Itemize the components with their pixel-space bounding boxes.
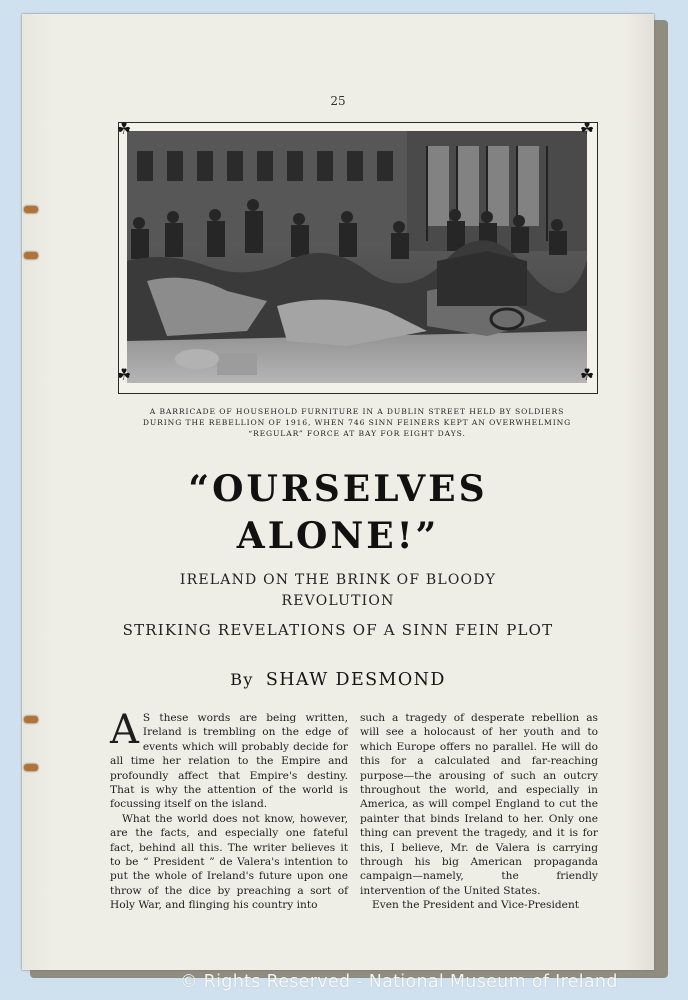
shamrock-icon-top-left: ☘ xyxy=(116,119,132,138)
headline-line-1: “OURSELVES xyxy=(188,468,488,510)
staple-hole-3 xyxy=(24,716,38,723)
subheading-line: IRELAND ON THE BRINK OF BLOODY xyxy=(179,572,497,588)
paragraph xyxy=(110,707,348,812)
paragraph: such a tragedy of desperate rebellion as will see a holocaust of her youth and to which Europe offers no parallel. He will do this for a calculated and far-reaching purpose—the arousing of such an outcry throughout the world, and especially in America, as will compel England to cut the painter that binds Ireland to her. Only one thing can prevent the tragedy, and it is for this, I believe, Mr. de Valera is carrying through his big American propaganda campaign—namely, the friendly intervention of the United States. xyxy=(360,712,598,897)
staple-hole-4 xyxy=(24,764,38,771)
paragraph-text: S these words are being written, Ireland is trembling on the edge of events which will probably decide for all time her relation to the Empire and profoundly affect that Empire's destiny. That is why the attention of the world is focussing itself on the island. xyxy=(110,712,348,811)
paragraph: Even the President and Vice-President xyxy=(372,899,580,912)
page-number: 25 xyxy=(330,94,346,108)
shamrock-icon-bottom-right: ☘ xyxy=(579,365,595,384)
magazine-page xyxy=(22,14,654,970)
byline-by: By xyxy=(230,670,254,689)
headline-line-2: ALONE!” xyxy=(236,515,440,557)
photo-caption xyxy=(122,406,592,439)
staple-hole-1 xyxy=(24,206,38,213)
caption-line: DURING THE REBELLION OF 1916, WHEN 746 SINN FEINERS KEPT AN OVERWHELMING xyxy=(142,418,572,427)
article-column-left xyxy=(110,707,348,913)
article-column-right xyxy=(360,711,598,913)
photo-frame xyxy=(118,119,598,394)
headline xyxy=(82,466,594,560)
caption-line: “REGULAR” FORCE AT BAY FOR EIGHT DAYS. xyxy=(248,429,466,438)
barricade-photo xyxy=(127,131,587,383)
copyright-watermark: © Rights Reserved - National Museum of Ireland xyxy=(180,972,618,992)
subheading-2: STRIKING REVELATIONS OF A SINN FEIN PLOT xyxy=(122,621,554,639)
subheading-line: REVOLUTION xyxy=(281,593,395,609)
caption-line: A BARRICADE OF HOUSEHOLD FURNITURE IN A DUBLIN STREET HELD BY SOLDIERS xyxy=(149,407,565,416)
subheading-1 xyxy=(102,570,574,612)
byline xyxy=(22,670,654,690)
paragraph: What the world does not know, however, are the facts, and especially one fateful fact, behind all this. The writer believes it to be “ President ” de Valera's intention to put the whole of Ireland's future upon one throw of the dice by preaching a sort of Holy War, and flinging his country into xyxy=(110,812,348,912)
shamrock-icon-top-right: ☘ xyxy=(579,119,595,138)
byline-author: SHAW DESMOND xyxy=(265,670,446,690)
drop-cap: A xyxy=(110,707,139,753)
shamrock-icon-bottom-left: ☘ xyxy=(116,365,132,384)
staple-hole-2 xyxy=(24,252,38,259)
